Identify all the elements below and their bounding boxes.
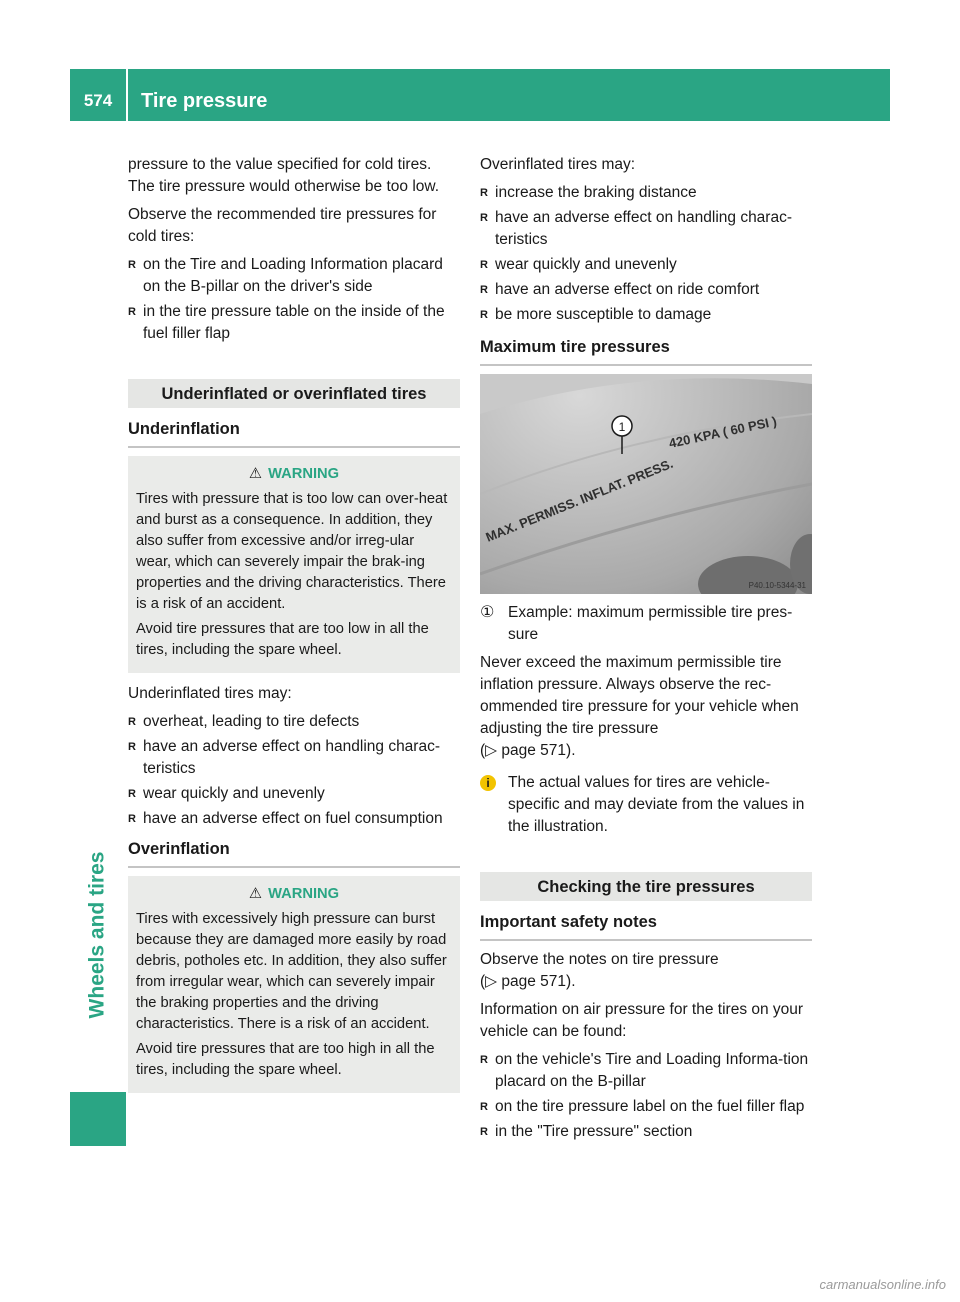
list-item: R increase the braking distance <box>480 182 812 204</box>
overinflation-lead: Overinflated tires may: <box>480 156 636 173</box>
bullet-icon: R <box>480 212 488 224</box>
list-item: R in the tire pressure table on the inside of the fuel filler flap <box>128 303 445 342</box>
info-icon: i <box>480 775 496 791</box>
list-item: R be more susceptible to damage <box>480 304 812 326</box>
list-item: R overheat, leading to tire defects <box>128 711 460 733</box>
warning-action: Avoid tire pressures that are too high in all the tires, including the spare wheel. <box>136 1041 435 1078</box>
pressure-text: 420 KPA ( 60 PSI ) <box>667 413 779 451</box>
intro-paragraph: pressure to the value specified for cold tires. The tire pressure would otherwise be too low. <box>128 156 440 195</box>
side-tab-block <box>70 1092 126 1146</box>
section-heading: Checking the tire pressures <box>480 872 812 901</box>
list-item: R wear quickly and unevenly <box>128 783 460 805</box>
list-item: R have an adverse effect on ride comfort <box>480 279 812 301</box>
tire-sidewall-photo <box>480 374 812 594</box>
photo-caption: ① Example: maximum permissible tire pres-sure <box>480 604 793 643</box>
bullet-icon: R <box>480 1054 488 1066</box>
overinflation-bullet-list <box>480 182 812 326</box>
intro-paragraph: Observe the recommended tire pressures for cold tires: <box>128 206 437 245</box>
page-number: 574 <box>83 91 113 110</box>
bullet-icon: R <box>128 306 136 318</box>
warning-box <box>128 876 460 1093</box>
side-tab-label: Wheels and tires <box>85 851 109 1019</box>
list-item: R on the Tire and Loading Information placard on the B-pillar on the driver's side <box>128 256 443 295</box>
warning-text: Tires with excessively high pressure can burst because they are damaged more easily by road debris, potholes etc. In addition, they also suffer from irregular wear, which can severely impair the braking properties and the driving characteristics. There is a risk of an accident. <box>136 911 447 1032</box>
bullet-icon: R <box>480 284 488 296</box>
bullet-icon: R <box>128 259 136 271</box>
bullet-icon: R <box>480 187 488 199</box>
header-divider <box>126 69 128 121</box>
tire-sidewall-illustration <box>480 374 812 594</box>
bullet-icon: R <box>128 716 136 728</box>
bullet-icon: R <box>480 309 488 321</box>
warning-box <box>128 456 460 673</box>
list-item: R have an adverse effect on handling charac-teristics <box>128 738 440 777</box>
list-item: R have an adverse effect on handling charac-teristics <box>480 209 792 248</box>
bullet-icon: R <box>128 813 136 825</box>
max-pressure-heading: Maximum tire pressures <box>480 336 812 366</box>
warning-triangle-icon: ⚠ <box>248 466 263 482</box>
list-item: R on the tire pressure label on the fuel filler flap <box>480 1096 812 1118</box>
observe-notes-text: Observe the notes on tire pressure <box>480 951 719 968</box>
callout-number: 1 <box>618 420 626 434</box>
overinflation-heading: Overinflation <box>128 838 460 868</box>
never-exceed-text: Never exceed the maximum permissible tire inflation pressure. Always observe the rec-ommended tire pressure for your vehicle when adjusting the tire pressure <box>480 654 799 737</box>
bullet-icon: R <box>480 1126 488 1138</box>
list-item: R on the vehicle's Tire and Loading Informa-tion placard on the B-pillar <box>480 1051 809 1090</box>
circled-one-icon: ① <box>480 604 495 621</box>
underinflation-lead: Underinflated tires may: <box>128 685 292 702</box>
info-note: i The actual values for tires are vehicle-specific and may deviate from the values in the illustration. <box>480 772 812 838</box>
warning-action: Avoid tire pressures that are too low in all the tires, including the spare wheel. <box>136 621 429 658</box>
warning-header: ⚠ WARNING <box>248 466 340 482</box>
underinflation-heading: Underinflation <box>128 418 460 448</box>
warning-text: Tires with pressure that is too low can over-heat and burst as a consequence. In addition, they also suffer from excessive and/or irreg-ular wear, which can severely impair the brak-ing properties and the driving characteristics. There is a risk of an accident. <box>136 491 448 612</box>
warning-triangle-icon: ⚠ <box>248 886 263 902</box>
list-item: R in the "Tire pressure" section <box>480 1121 812 1143</box>
list-item: R wear quickly and unevenly <box>480 254 812 276</box>
list-item: R have an adverse effect on fuel consumption <box>128 808 460 830</box>
bullet-icon: R <box>128 788 136 800</box>
bullet-icon: R <box>128 741 136 753</box>
underinflation-bullet-list <box>128 711 460 830</box>
page-title: Tire pressure <box>141 90 268 112</box>
section-heading: Underinflated or overinflated tires <box>128 379 460 408</box>
right-column <box>480 154 812 1147</box>
left-column <box>128 154 460 1103</box>
bullet-icon: R <box>480 1101 488 1113</box>
watermark: carmanualsonline.info <box>819 1277 946 1292</box>
page-reference-link[interactable]: (▷ page 571). <box>480 973 576 990</box>
sidewall-text: MAX. PERMISS. INFLAT. PRESS. <box>483 455 676 545</box>
bullet-icon: R <box>480 259 488 271</box>
warning-header: ⚠ WARNING <box>248 886 340 902</box>
info-location-bullet-list <box>480 1049 812 1143</box>
side-tab <box>82 815 112 1055</box>
safety-notes-heading: Important safety notes <box>480 911 812 941</box>
figure-ref-code: P40.10-5344-31 <box>748 581 806 590</box>
page-reference-link[interactable]: (▷ page 571). <box>480 742 576 759</box>
info-found-text: Information on air pressure for the tires on your vehicle can be found: <box>480 1001 804 1040</box>
intro-bullet-list <box>128 254 460 345</box>
